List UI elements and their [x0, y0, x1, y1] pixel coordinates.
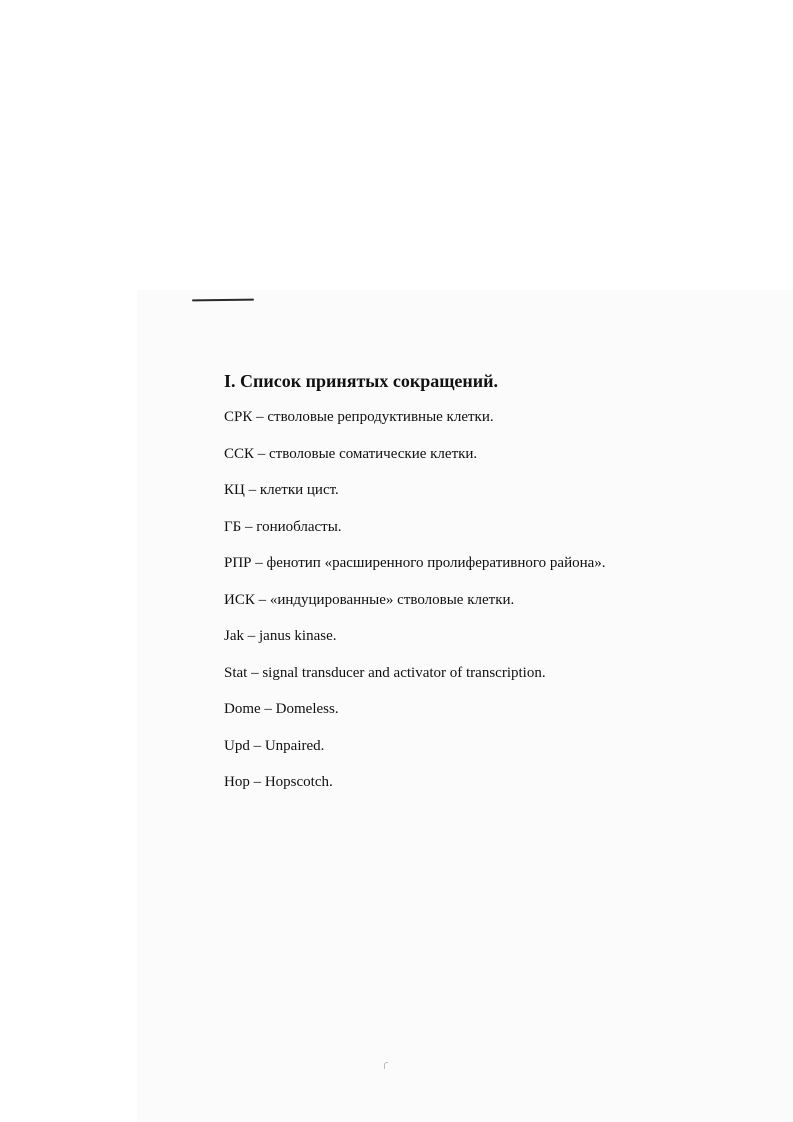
abbreviation-item: Hop – Hopscotch. [224, 774, 333, 790]
abbreviation-item: ГБ – гониобласты. [224, 518, 342, 535]
abbreviation-item: ССК – стволовые соматические клетки. [224, 445, 478, 462]
abbreviation-item: Upd – Unpaired. [224, 737, 325, 754]
abbreviation-item: ИСК – «индуцированные» стволовые клетки. [224, 591, 515, 608]
document-content [224, 368, 764, 808]
scan-speck [384, 1062, 388, 1069]
abbreviation-item: Dome – Domeless. [224, 701, 339, 717]
abbreviation-item: Jak – janus kinase. [224, 628, 337, 644]
section-heading: I. Список принятых сокращений. [224, 371, 499, 391]
abbreviation-item: Stat – signal transducer and activator of transcription. [224, 664, 546, 681]
abbreviation-item: РПР – фенотип «расширенного пролиферативного района». [224, 555, 606, 571]
abbreviation-list [224, 406, 764, 793]
abbreviation-item: СРК – стволовые репродуктивные клетки. [224, 409, 494, 425]
abbreviation-item: КЦ – клетки цист. [224, 482, 339, 498]
